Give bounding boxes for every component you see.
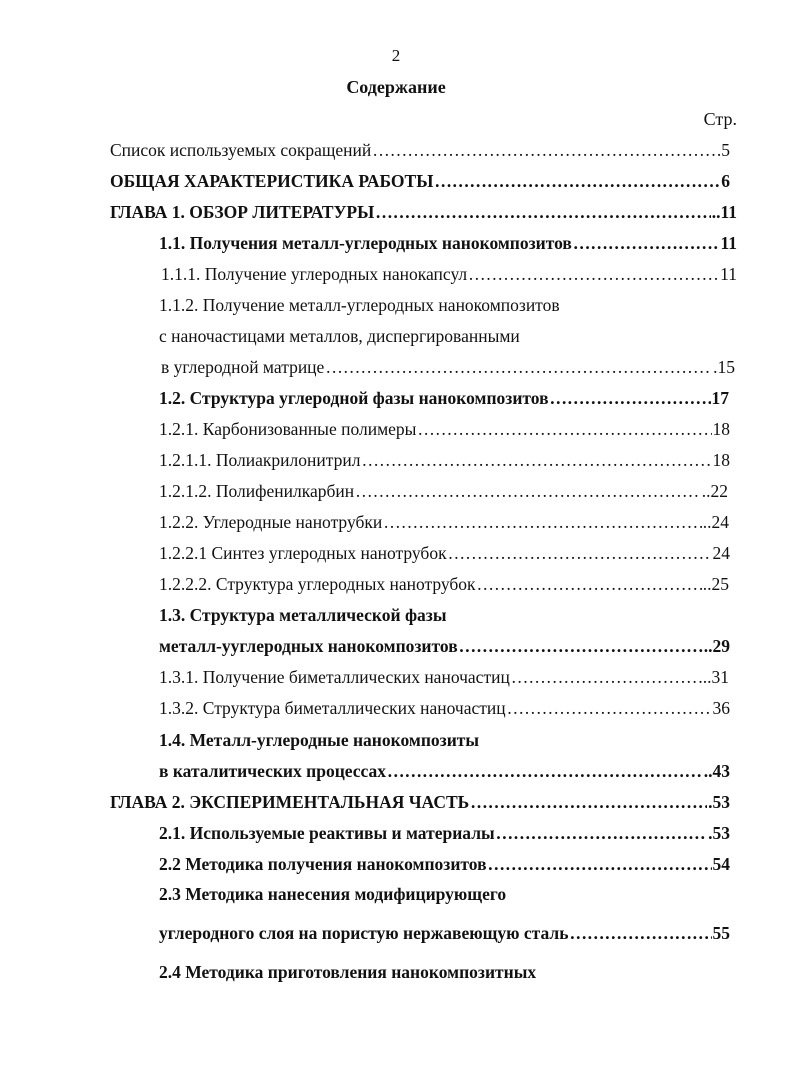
toc-entry-page: 55: [712, 923, 730, 943]
toc-entry-page: 18: [712, 419, 730, 439]
toc-dot-leader: [496, 822, 707, 844]
toc-entry-page: 24: [712, 543, 730, 563]
toc-entry: [159, 573, 729, 595]
toc-entry-page: .53: [708, 823, 730, 843]
toc-entry-title: 1.1. Получения металл-углеродных нанокомпозитов: [159, 233, 572, 253]
toc-entry-page: .15: [713, 357, 735, 377]
toc-dot-leader: [468, 263, 719, 285]
toc-entry-line: с наночастицами металлов, диспергированными: [159, 326, 520, 346]
toc-entry-page: ..11: [711, 202, 737, 222]
toc-entry-line: 2.4 Методика приготовления нанокомпозитных: [159, 962, 537, 982]
toc-dot-leader: [325, 356, 712, 378]
toc-entry: [159, 635, 730, 657]
toc-dot-leader: [355, 480, 701, 502]
toc-entry-page: ..31: [702, 667, 729, 687]
toc-entry-title: 1.1.1. Получение углеродных нанокапсул: [161, 264, 468, 284]
toc-entry: [110, 201, 737, 223]
toc-entry: [159, 418, 730, 440]
toc-entry-title: 1.2.1.1. Полиакрилонитрил: [159, 450, 361, 470]
toc-dot-leader: [375, 201, 710, 223]
toc-entry-title: 1.3.1. Получение биметаллических наночастиц: [159, 667, 510, 687]
toc-entry-line: 1.4. Металл-углеродные нанокомпозиты: [159, 730, 480, 750]
toc-entry-page: .5: [716, 140, 730, 160]
toc-entry: [159, 760, 730, 782]
toc-dot-leader: [507, 697, 712, 719]
page-title: Содержание: [346, 77, 446, 97]
toc-entry-title: ГЛАВА 2. ЭКСПЕРИМЕНТАЛЬНАЯ ЧАСТЬ: [110, 792, 470, 812]
toc-entry-title: в углеродной матрице: [161, 357, 325, 377]
toc-entry-page: .53: [708, 792, 730, 812]
toc-entry-title: 2.2 Методика получения нанокомпозитов: [159, 854, 487, 874]
toc-dot-leader: [511, 666, 702, 688]
toc-entry: [159, 697, 730, 719]
toc-entry: [110, 139, 730, 161]
toc-entry-page: 6: [721, 171, 730, 191]
toc-entry-page: 17: [711, 388, 729, 408]
toc-entry: [159, 511, 729, 533]
toc-dot-leader: [569, 922, 711, 944]
toc-dot-leader: [448, 542, 712, 564]
toc-entry-title: 2.1. Используемые реактивы и материалы: [159, 823, 495, 843]
toc-entry-page: 11: [720, 264, 737, 284]
toc-entry: [159, 822, 730, 844]
toc-entry: [161, 263, 737, 285]
toc-entry-title: 1.2.2.1 Синтез углеродных нанотрубок: [159, 543, 447, 563]
toc-entry-page: ..24: [702, 512, 729, 532]
toc-entry-page: ..43: [703, 761, 730, 781]
toc-dot-leader: [434, 170, 720, 192]
toc-entry-page: 18: [712, 450, 730, 470]
toc-entry-line: 1.1.2. Получение металл-углеродных нанокомпозитов: [159, 295, 560, 315]
toc-entry-title: в каталитических процессах: [159, 761, 387, 781]
toc-dot-leader: [550, 387, 711, 409]
toc-dot-leader: [459, 635, 703, 657]
toc-entry: [159, 480, 728, 502]
toc-dot-leader: [488, 853, 712, 875]
toc-entry-title: ОБЩАЯ ХАРАКТЕРИСТИКА РАБОТЫ: [110, 171, 434, 191]
toc-entry-title: 1.2. Структура углеродной фазы нанокомпозитов: [159, 388, 549, 408]
toc-entry: [159, 449, 730, 471]
toc-entry-page: 11: [720, 233, 737, 253]
toc-entry-page: 36: [712, 698, 730, 718]
toc-entry-title: Список используемых сокращений: [110, 140, 372, 160]
toc-dot-leader: [573, 232, 720, 254]
toc-dot-leader: [470, 791, 707, 813]
toc-entry: [159, 853, 730, 875]
toc-entry-page: 54: [712, 854, 730, 874]
toc-entry-title: ГЛАВА 1. ОБЗОР ЛИТЕРАТУРЫ: [110, 202, 375, 222]
toc-entry: [161, 356, 735, 378]
toc-entry: [159, 542, 730, 564]
toc-entry: [110, 170, 730, 192]
toc-entry-title: 1.2.1. Карбонизованные полимеры: [159, 419, 417, 439]
toc-entry-page: ..29: [703, 636, 730, 656]
toc-entry-title: 1.3.2. Структура биметаллических наночастиц: [159, 698, 506, 718]
toc-entry-line: 2.3 Методика нанесения модифицирующего: [159, 884, 507, 904]
toc-entry-page: ..22: [701, 481, 728, 501]
toc-entry-title: 1.2.1.2. Полифенилкарбин: [159, 481, 355, 501]
toc-dot-leader: [372, 139, 716, 161]
toc-entry: [159, 387, 729, 409]
toc-dot-leader: [387, 760, 703, 782]
toc-entry-title: 1.2.2.2. Структура углеродных нанотрубок: [159, 574, 476, 594]
page-column-header: Стр.: [703, 109, 737, 129]
toc-dot-leader: [383, 511, 702, 533]
toc-dot-leader: [361, 449, 711, 471]
toc-dot-leader: [417, 418, 711, 440]
toc-dot-leader: [477, 573, 702, 595]
toc-entry: [159, 232, 737, 254]
toc-entry-line: 1.3. Структура металлической фазы: [159, 605, 447, 625]
toc-entry-title: металл-ууглеродных нанокомпозитов: [159, 636, 458, 656]
toc-entry: [159, 666, 729, 688]
toc-entry: [110, 791, 730, 813]
toc-entry: [159, 922, 730, 944]
toc-entry-title: 1.2.2. Углеродные нанотрубки: [159, 512, 383, 532]
toc-entry-page: ..25: [702, 574, 729, 594]
page-number: 2: [391, 46, 401, 65]
toc-entry-title: углеродного слоя на пористую нержавеющую сталь: [159, 923, 569, 943]
